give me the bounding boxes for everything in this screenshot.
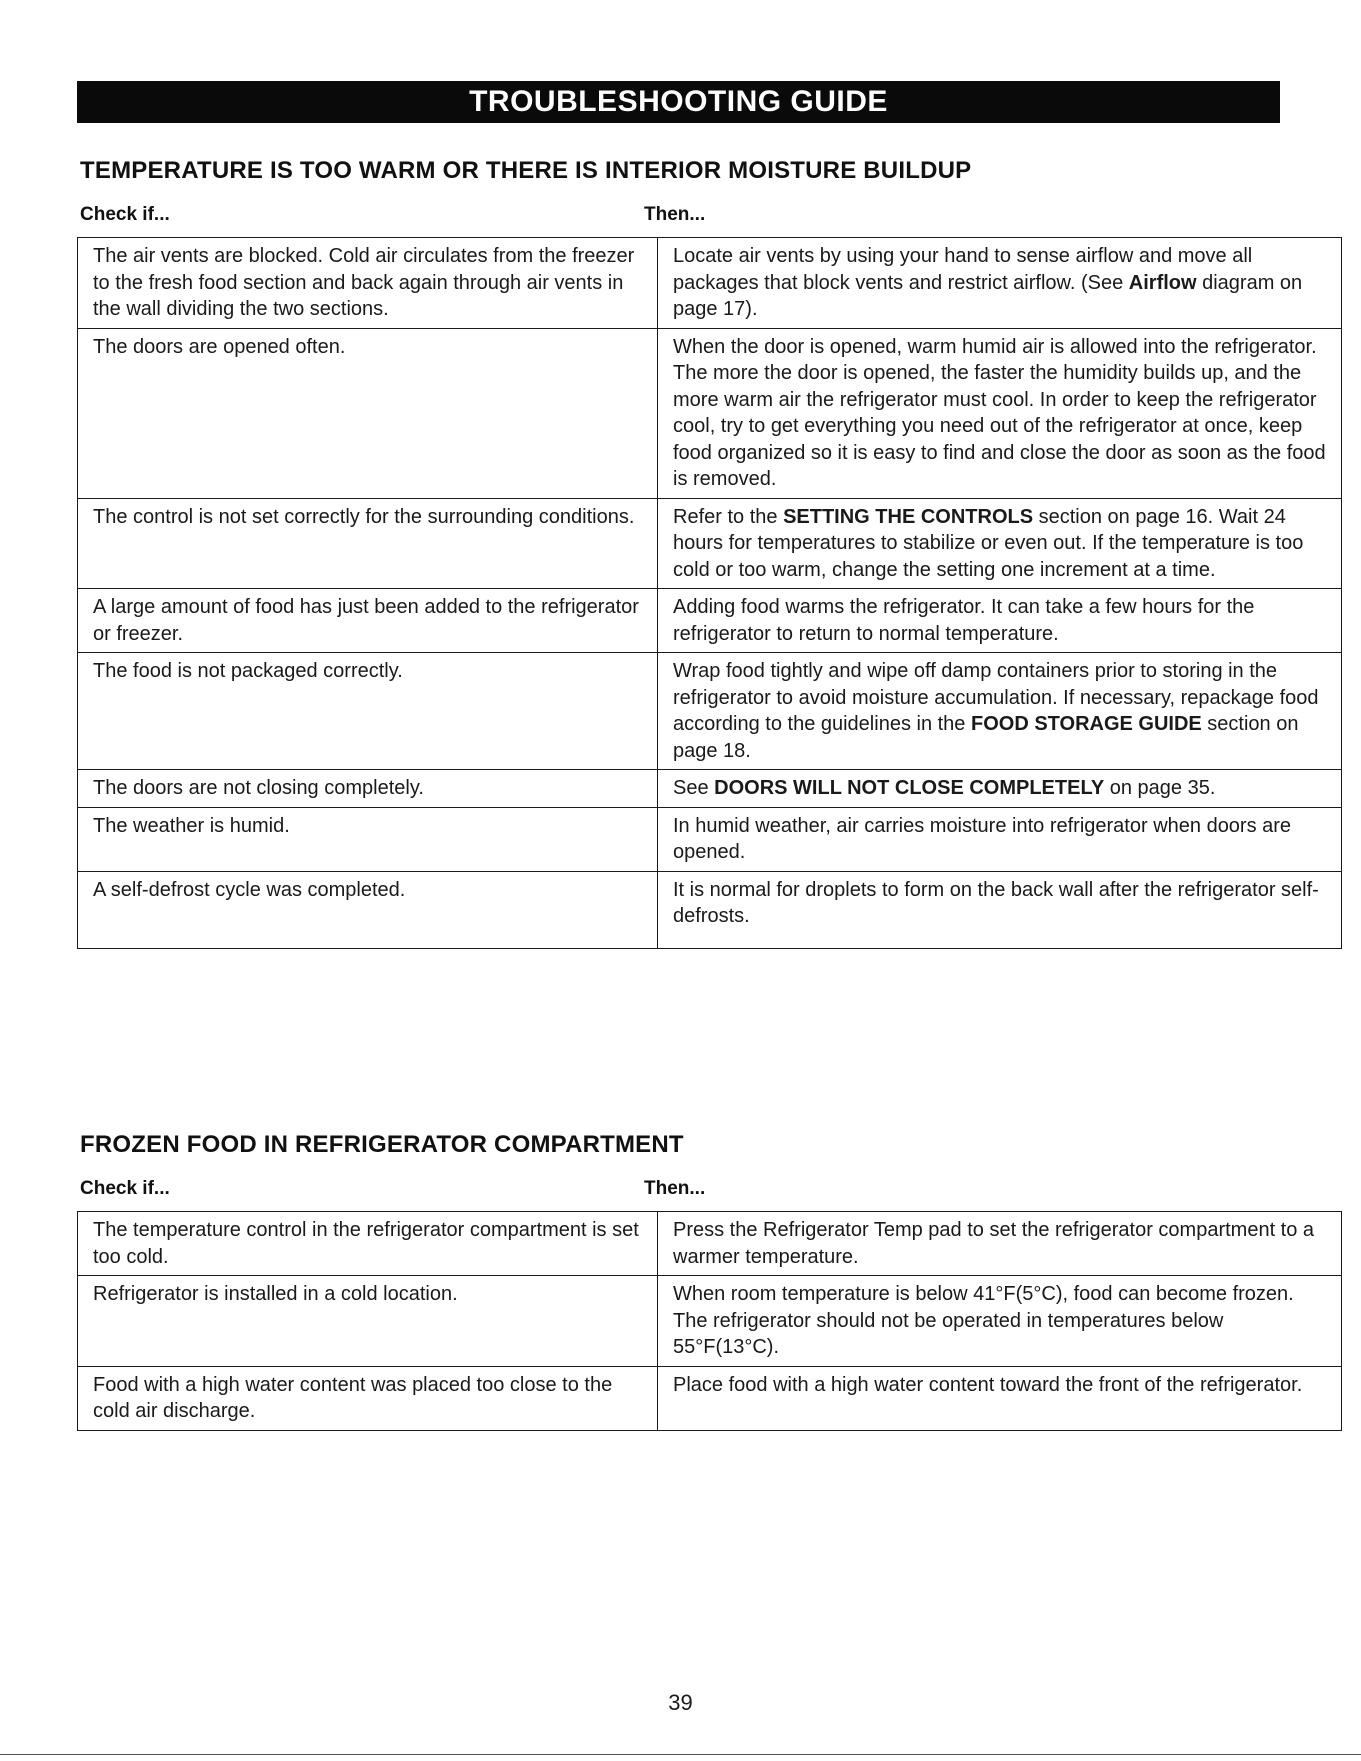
table-row	[78, 328, 1342, 498]
page-banner: TROUBLESHOOTING GUIDE	[77, 81, 1280, 123]
page-number: 39	[668, 1690, 693, 1715]
check-cell: Food with a high water content was placed too close to the cold air discharge.	[78, 1366, 658, 1430]
check-cell: The control is not set correctly for the surrounding conditions.	[78, 498, 658, 589]
then-cell: Locate air vents by using your hand to sense airflow and move all packages that block vents and restrict airflow. (See Airflow diagram on page 17).	[658, 238, 1342, 329]
table-row	[78, 1212, 1342, 1276]
table-row	[78, 653, 1342, 770]
then-heading: Then...	[644, 204, 706, 225]
table-row	[78, 1276, 1342, 1367]
check-cell: A large amount of food has just been added to the refrigerator or freezer.	[78, 589, 658, 653]
table-row	[78, 589, 1342, 653]
bottom-divider	[0, 1754, 1361, 1755]
check-cell: The weather is humid.	[78, 807, 658, 871]
then-cell: It is normal for droplets to form on the back wall after the refrigerator self-defrosts.	[658, 871, 1342, 948]
troubleshooting-table-too-warm	[77, 237, 1342, 949]
table-row	[78, 1366, 1342, 1430]
check-cell: The doors are opened often.	[78, 328, 658, 498]
doors-will-not-close-reference: DOORS WILL NOT CLOSE COMPLETELY	[714, 777, 1105, 799]
check-cell: The doors are not closing completely.	[78, 770, 658, 808]
then-cell: Wrap food tightly and wipe off damp containers prior to storing in the refrigerator to avoid moisture accumulation. If necessary, repackage food according to the guidelines in the FOOD STORAGE GUIDE section on page 18.	[658, 653, 1342, 770]
then-cell: When room temperature is below 41°F(5°C), food can become frozen. The refrigerator should not be operated in temperatures below 55°F(13°C).	[658, 1276, 1342, 1367]
check-cell: The temperature control in the refrigerator compartment is set too cold.	[78, 1212, 658, 1276]
check-cell: The air vents are blocked. Cold air circulates from the freezer to the fresh food section and back again through air vents in the wall dividing the two sections.	[78, 238, 658, 329]
then-cell: When the door is opened, warm humid air is allowed into the refrigerator. The more the door is opened, the faster the humidity builds up, and the more warm air the refrigerator must cool. In order to keep the refrigerator cool, try to get everything you need out of the refrigerator at once, keep food organized so it is easy to find and close the door as soon as the food is removed.	[658, 328, 1342, 498]
table-row	[78, 238, 1342, 329]
airflow-reference: Airflow	[1128, 271, 1197, 294]
check-cell: A self-defrost cycle was completed.	[78, 871, 658, 948]
table-row	[78, 871, 1342, 948]
then-cell: Place food with a high water content toward the front of the refrigerator.	[658, 1366, 1342, 1430]
then-cell: See DOORS WILL NOT CLOSE COMPLETELY on page 35.	[658, 770, 1342, 808]
table-row	[78, 807, 1342, 871]
then-cell: Refer to the SETTING THE CONTROLS section on page 16. Wait 24 hours for temperatures to stabilize or even out. If the temperature is too cold or too warm, change the setting one increment at a time.	[658, 498, 1342, 589]
then-cell: Press the Refrigerator Temp pad to set the refrigerator compartment to a warmer temperature.	[658, 1212, 1342, 1276]
food-storage-guide-reference: FOOD STORAGE GUIDE	[970, 713, 1202, 735]
table-row	[78, 770, 1342, 808]
then-heading: Then...	[644, 1178, 706, 1199]
then-cell: In humid weather, air carries moisture into refrigerator when doors are opened.	[658, 807, 1342, 871]
troubleshooting-table-frozen-food	[77, 1211, 1342, 1431]
section-title-too-warm: TEMPERATURE IS TOO WARM OR THERE IS INTERIOR MOISTURE BUILDUP	[80, 157, 972, 184]
table-row	[78, 498, 1342, 589]
check-cell: Refrigerator is installed in a cold location.	[78, 1276, 658, 1367]
setting-controls-reference: SETTING THE CONTROLS	[783, 505, 1034, 528]
check-cell: The food is not packaged correctly.	[78, 653, 658, 770]
check-if-heading: Check if...	[80, 1178, 170, 1199]
check-if-heading: Check if...	[80, 204, 170, 225]
then-cell: Adding food warms the refrigerator. It can take a few hours for the refrigerator to return to normal temperature.	[658, 589, 1342, 653]
section-title-frozen-food: FROZEN FOOD IN REFRIGERATOR COMPARTMENT	[80, 1131, 684, 1158]
